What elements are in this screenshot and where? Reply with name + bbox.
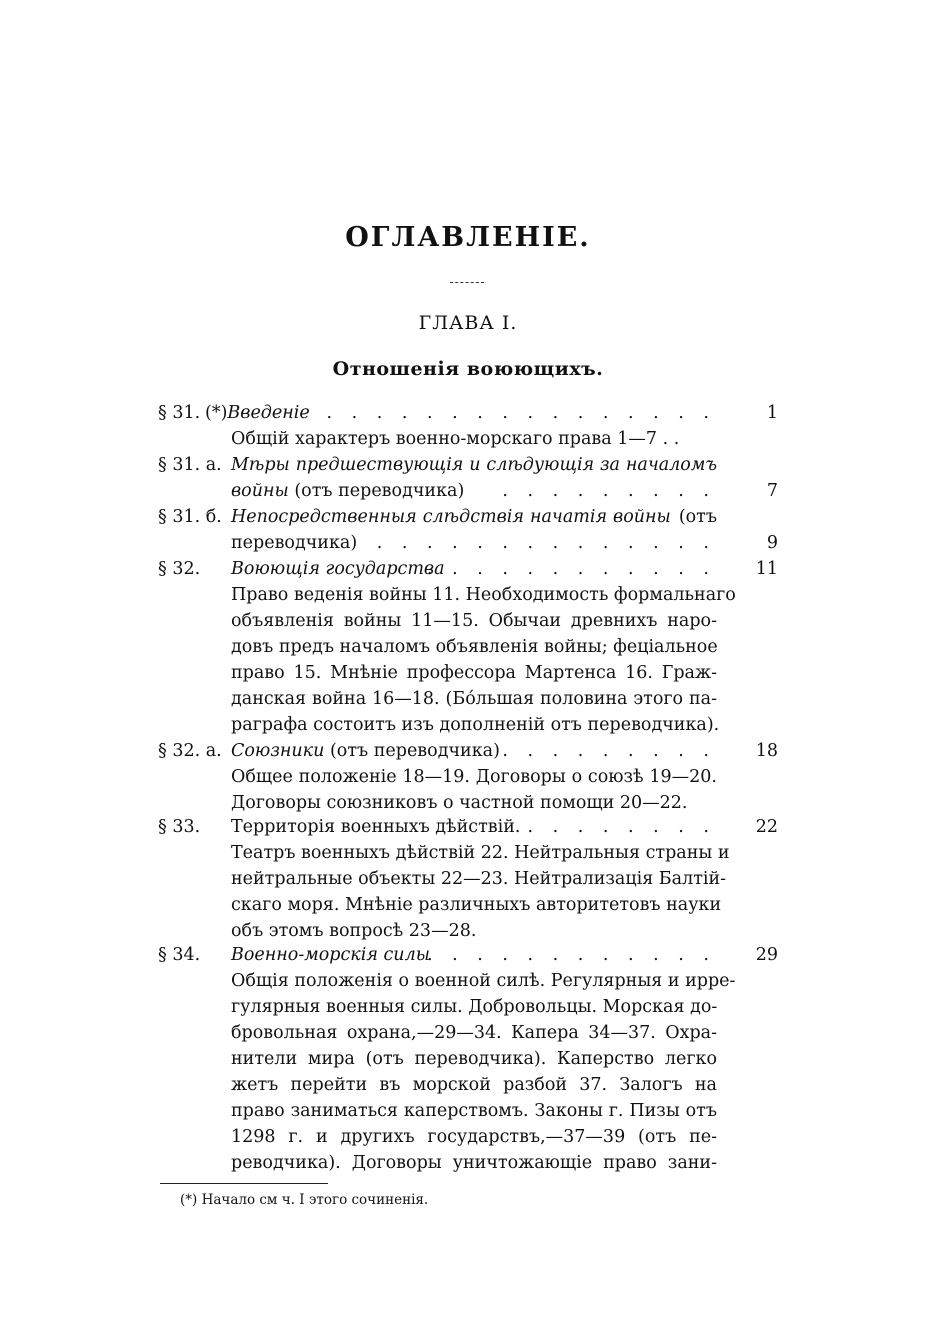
entry-page: 7 — [766, 481, 778, 501]
leader-dots: . . . . . . . . — [527, 817, 716, 837]
toc-entry-31b[interactable] — [0, 504, 936, 530]
section-heading: Отношенія воюющихъ. — [332, 358, 604, 380]
leader-dots: . . . . . . . . . — [502, 741, 716, 761]
entry-title-continued: войны (отъ переводчика) — [231, 481, 465, 501]
entry-number: § 31. а. — [158, 455, 222, 475]
toc-entry-31a[interactable] — [0, 452, 936, 478]
toc-entry-31a-cont — [0, 478, 936, 504]
toc-entry-32[interactable] — [0, 556, 936, 582]
leader-dots: . . . . . . . . . . . . . . . . — [326, 403, 716, 423]
entry-number: § 32. а. — [158, 741, 222, 761]
entry-title: (*)Введеніе — [205, 403, 310, 423]
entry-page: 18 — [755, 741, 778, 761]
footnote-divider — [160, 1183, 328, 1184]
entry-description: Театръ военныхъ дѣйствій 22. Нейтральныя страны и нейтральные объекты 22—23. Нейтрализація Балтій- скаго моря. Мнѣніе различныхъ авторитетовъ науки объ этомъ вопросѣ 23—28. — [231, 843, 730, 941]
entry-title: Мѣры предшествующія и слѣдующія за началомъ — [231, 455, 717, 475]
entry-description: Общее положеніе 18—19. Договоры о союзѣ 19—20. Договоры союзниковъ о частной помощи 20—22. — [231, 767, 717, 813]
toc-entry-32a[interactable] — [0, 738, 936, 764]
entry-page: 22 — [755, 817, 778, 837]
entry-page: 29 — [755, 945, 778, 965]
entry-title: Непосредственныя слѣдствія начатія войны (отъ — [231, 507, 717, 527]
toc-entry-34[interactable] — [0, 942, 936, 968]
chapter-heading: ГЛАВА I. — [418, 312, 518, 334]
entry-title: Союзники (отъ переводчика) — [231, 741, 500, 761]
entry-description: Общія положенія о военной силѣ. Регулярныя и ирре- гулярныя военныя силы. Добровольцы. Морская до- бровольная охрана,—29—34. Капера 34—37. Охра- нители мира (отъ переводчика). Каперство легко жетъ перейти въ морской разбой 37. Залогъ на право заниматься каперствомъ. Законы г. Пизы отъ 1298 г. и другихъ государствъ,—37—39 (отъ пе- реводчика). Договоры уничтожающіе право зани- — [231, 971, 736, 1173]
toc-entry-33[interactable] — [0, 814, 936, 840]
entry-title: Территорія военныхъ дѣйствій. — [231, 817, 521, 837]
entry-number: § 33. — [158, 817, 201, 837]
entry-number: § 34. — [158, 945, 201, 965]
entry-page: 1 — [766, 403, 778, 423]
leader-dots: . . . . . . . . . . . . — [427, 559, 716, 579]
entry-title: Воюющія государства — [231, 559, 445, 579]
title-divider — [450, 282, 484, 283]
toc-entry-31[interactable] — [0, 400, 936, 426]
entry-description: Право веденія войны 11. Необходимость формальнаго объявленія войны 11—15. Обычаи древнихъ наро- довъ предъ началомъ объявленія войны; феціальное право 15. Мнѣніе профессора Мартенса 16. Граж- данская война 16—18. (Бо́льшая половина этого па- раграфа состоитъ изъ дополненій отъ переводчика). — [231, 585, 736, 735]
entry-page: 9 — [766, 533, 778, 553]
entry-number: § 31. б. — [158, 507, 222, 527]
entry-number: § 32. — [158, 559, 201, 579]
leader-dots: . . . . . . . . . — [502, 481, 716, 501]
entry-number: § 31. — [158, 403, 201, 423]
footnote: (*) Начало см ч. I этого сочиненія. — [180, 1192, 429, 1208]
page-title: ОГЛАВЛЕНІЕ. — [345, 222, 591, 253]
entry-description: Общій характеръ военно-морскаго права 1—7 . . — [231, 429, 680, 449]
entry-page: 11 — [755, 559, 778, 579]
leader-dots: . . . . . . . . . . . . — [427, 945, 716, 965]
entry-title-continued: переводчика) — [231, 533, 358, 553]
toc-entry-31b-cont — [0, 530, 936, 556]
entry-title: Военно-морскія силы — [231, 945, 430, 965]
leader-dots: . . . . . . . . . . . . . . — [376, 533, 716, 553]
